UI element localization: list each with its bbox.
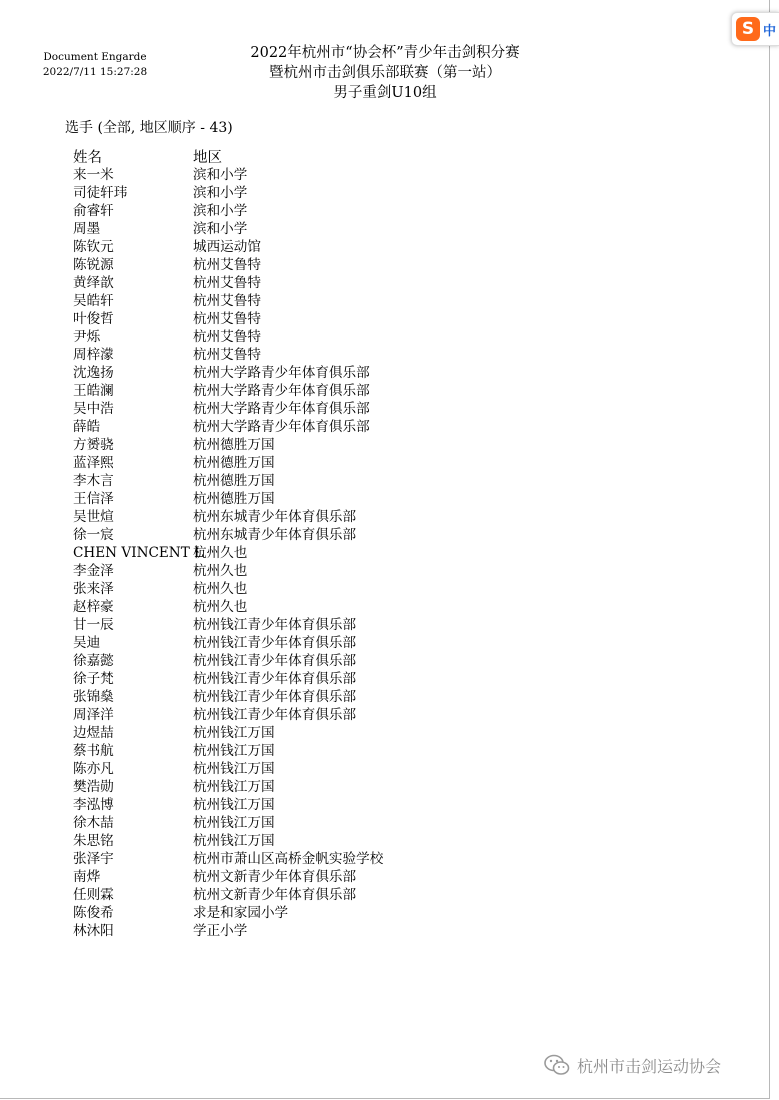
player-name: 吴世煊 bbox=[73, 509, 114, 525]
player-region: 杭州德胜万国 bbox=[193, 473, 275, 489]
player-region: 杭州久也 bbox=[193, 545, 248, 561]
player-name: 司徒轩玮 bbox=[73, 185, 128, 201]
player-name: 尹烁 bbox=[73, 329, 101, 345]
player-region: 学正小学 bbox=[193, 923, 248, 939]
player-name: 周墨 bbox=[73, 221, 101, 237]
player-name: 张泽宇 bbox=[73, 851, 114, 867]
player-region: 杭州大学路青少年体育俱乐部 bbox=[193, 401, 370, 417]
player-name: 边煜喆 bbox=[73, 725, 114, 741]
player-region: 杭州文新青少年体育俱乐部 bbox=[193, 869, 357, 885]
player-region: 杭州文新青少年体育俱乐部 bbox=[193, 887, 357, 903]
player-region: 杭州钱江青少年体育俱乐部 bbox=[193, 671, 357, 687]
section-heading: 选手 (全部, 地区顺序 - 43) bbox=[65, 120, 233, 136]
player-region: 杭州德胜万国 bbox=[193, 491, 275, 507]
player-name: 李金泽 bbox=[73, 563, 114, 579]
player-region: 杭州久也 bbox=[193, 599, 248, 615]
player-region: 杭州德胜万国 bbox=[193, 455, 275, 471]
player-name: 吴迪 bbox=[73, 635, 101, 651]
player-name: 陈亦凡 bbox=[73, 761, 114, 777]
player-region: 杭州钱江青少年体育俱乐部 bbox=[193, 707, 357, 723]
player-region: 求是和家园小学 bbox=[193, 905, 289, 921]
player-region: 杭州东城青少年体育俱乐部 bbox=[193, 509, 357, 525]
sogou-ime-icon[interactable]: S bbox=[736, 17, 760, 41]
player-name: 吴皓轩 bbox=[73, 293, 114, 309]
player-region: 杭州艾鲁特 bbox=[193, 293, 261, 309]
player-name: 周泽洋 bbox=[73, 707, 114, 723]
player-region: 杭州艾鲁特 bbox=[193, 275, 261, 291]
player-name: 方赟骁 bbox=[73, 437, 114, 453]
player-region: 城西运动馆 bbox=[193, 239, 261, 255]
player-region: 杭州钱江青少年体育俱乐部 bbox=[193, 635, 357, 651]
player-region: 杭州艾鲁特 bbox=[193, 257, 261, 273]
player-region: 杭州艾鲁特 bbox=[193, 347, 261, 363]
column-header-name: 姓名 bbox=[73, 150, 102, 166]
player-region: 杭州钱江万国 bbox=[193, 833, 275, 849]
title-line-2: 暨杭州市击剑俱乐部联赛（第一站） bbox=[269, 65, 501, 81]
player-name: 李木言 bbox=[73, 473, 114, 489]
player-region: 杭州东城青少年体育俱乐部 bbox=[193, 527, 357, 543]
player-name: 俞睿轩 bbox=[73, 203, 114, 219]
title-line-3: 男子重剑U10组 bbox=[333, 85, 437, 101]
player-name: 徐一宸 bbox=[73, 527, 114, 543]
ime-mode-indicator[interactable]: 中 bbox=[763, 23, 777, 39]
player-name: 叶俊哲 bbox=[73, 311, 114, 327]
player-name: 樊浩勋 bbox=[73, 779, 114, 795]
player-region: 杭州钱江万国 bbox=[193, 779, 275, 795]
document-meta bbox=[40, 50, 150, 80]
player-name: 蓝泽熙 bbox=[73, 455, 114, 471]
player-name: 张锦燊 bbox=[73, 689, 114, 705]
player-region: 杭州钱江青少年体育俱乐部 bbox=[193, 617, 357, 633]
player-name: 赵梓豪 bbox=[73, 599, 114, 615]
watermark bbox=[543, 1053, 721, 1077]
player-region: 滨和小学 bbox=[193, 167, 248, 183]
player-region: 滨和小学 bbox=[193, 221, 248, 237]
column-header-region: 地区 bbox=[193, 150, 222, 166]
meta-timestamp: 2022/7/11 15:27:28 bbox=[42, 66, 148, 78]
player-name: 黄绎歆 bbox=[73, 275, 114, 291]
player-region: 杭州德胜万国 bbox=[193, 437, 275, 453]
player-region: 杭州大学路青少年体育俱乐部 bbox=[193, 383, 370, 399]
player-name: 南烨 bbox=[73, 869, 101, 885]
player-name: 蔡书航 bbox=[73, 743, 114, 759]
player-region: 杭州钱江万国 bbox=[193, 725, 275, 741]
player-region: 杭州艾鲁特 bbox=[193, 311, 261, 327]
title-line-1: 2022年杭州市“协会杯”青少年击剑积分赛 bbox=[250, 45, 520, 61]
player-name: 薛皓 bbox=[73, 419, 101, 435]
player-region: 杭州钱江万国 bbox=[193, 761, 275, 777]
player-name: 徐子梵 bbox=[73, 671, 114, 687]
player-name: 周梓濛 bbox=[73, 347, 114, 363]
player-name: 来一米 bbox=[73, 167, 114, 183]
watermark-text: 杭州市击剑运动协会 bbox=[577, 1056, 722, 1076]
player-name: 王信泽 bbox=[73, 491, 114, 507]
player-region: 杭州钱江青少年体育俱乐部 bbox=[193, 653, 357, 669]
player-region: 杭州大学路青少年体育俱乐部 bbox=[193, 419, 370, 435]
player-name: 吴中浩 bbox=[73, 401, 114, 417]
ime-toolbar[interactable] bbox=[731, 12, 779, 46]
player-region: 杭州市萧山区高桥金帆实验学校 bbox=[193, 851, 384, 867]
wechat-icon bbox=[543, 1053, 571, 1077]
player-name: 张来泽 bbox=[73, 581, 114, 597]
player-region: 滨和小学 bbox=[193, 185, 248, 201]
player-name: 李泓博 bbox=[73, 797, 114, 813]
player-region: 杭州艾鲁特 bbox=[193, 329, 261, 345]
player-region: 杭州久也 bbox=[193, 563, 248, 579]
player-name: 陈钦元 bbox=[73, 239, 114, 255]
meta-software: Document Engarde bbox=[43, 51, 147, 63]
document-title-block bbox=[180, 43, 590, 103]
player-region: 滨和小学 bbox=[193, 203, 248, 219]
player-name: 林沐阳 bbox=[73, 923, 114, 939]
player-name: 徐木喆 bbox=[73, 815, 114, 831]
player-name: CHEN VINCENT L bbox=[73, 545, 204, 561]
player-region: 杭州钱江万国 bbox=[193, 797, 275, 813]
player-region: 杭州钱江万国 bbox=[193, 815, 275, 831]
player-name: 徐嘉懿 bbox=[73, 653, 114, 669]
player-region: 杭州久也 bbox=[193, 581, 248, 597]
player-name: 王皓澜 bbox=[73, 383, 114, 399]
player-name: 任则霖 bbox=[73, 887, 114, 903]
player-name: 陈锐源 bbox=[73, 257, 114, 273]
player-name: 朱思铭 bbox=[73, 833, 114, 849]
player-region: 杭州大学路青少年体育俱乐部 bbox=[193, 365, 370, 381]
player-name: 甘一辰 bbox=[73, 617, 114, 633]
player-name: 陈俊希 bbox=[73, 905, 114, 921]
player-region: 杭州钱江万国 bbox=[193, 743, 275, 759]
player-name: 沈逸扬 bbox=[73, 365, 114, 381]
player-region: 杭州钱江青少年体育俱乐部 bbox=[193, 689, 357, 705]
